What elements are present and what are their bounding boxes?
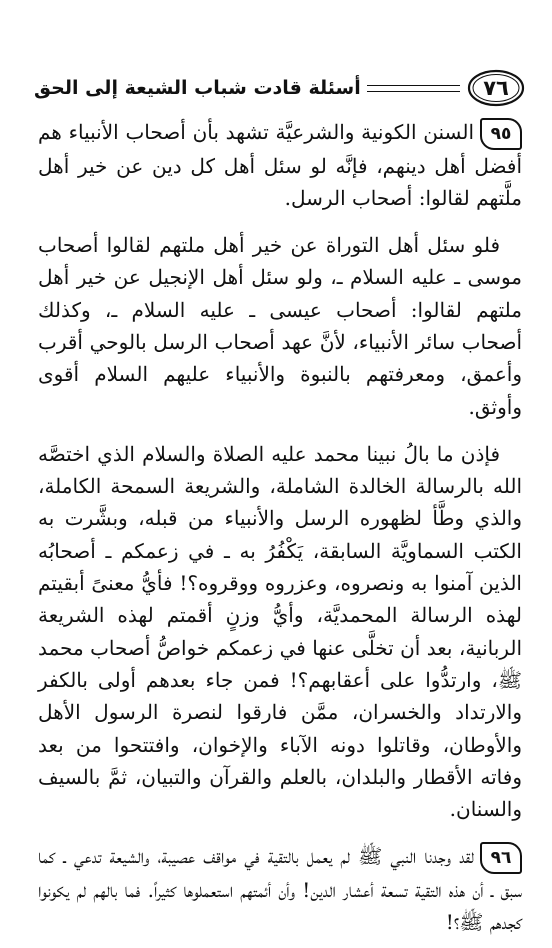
paragraph-text: فلو سئل أهل التوراة عن خير أهل ملتهم لقالوا أصحاب موسى ـ عليه السلام ـ، ولو سئل أهل الإنجيل عن خير أهل ملتهم لقالوا: أصحاب عيسى ـ عليه السلام ـ، وكذلك أصحاب سائر الأنبياء، لأنَّ عهد أصحاب الرسل بالوحي أقرب وأعمق، ومعرفتهم بالنبوة والأنبياء عليهم السلام أقوى وأوثق. (38, 233, 522, 419)
question-number-badge: ٩٥ (480, 118, 522, 150)
running-title: أسئلة قادت شباب الشيعة إلى الحق (34, 77, 361, 99)
question-paragraph (38, 840, 522, 938)
paragraph-text: السنن الكونية والشرعيَّة تشهد بأن أصحاب الأنبياء هم أفضل أهل دينهم، فإنَّه لو سئل أهل كل دين عن خير أهل ملَّتهم لقالوا: أصحاب الرسل. (38, 120, 522, 210)
paragraph-text: فإذن ما بالُ نبينا محمد عليه الصلاة والسلام الذي اختصَّه الله بالرسالة الخالدة الشاملة، والشريعة السمحة الكاملة، والذي وطَّأ لظهوره الرسل والأنبياء من قبله، وبشَّرت به الكتب السماويَّة السابقة، يَكْفُرُ به ـ في زعمكم ـ أصحابُه الذين آمنوا به ونصروه، وعزروه ووقروه؟! فأيُّ معنىً أبقيتم لهذه الرسالة المحمديَّة، وأيُّ وزنٍ أقمتم لهذه الشريعة الربانية، بعد أن تخلَّى عنها في زعمكم خواصُّ أصحاب محمد ﷺ، وارتدُّوا على أعقابهم؟! فمن جاء بعدهم أولى بالكفر والارتداد والخسران، ممَّن فارقوا لنصرة الرسول الأهل والأوطان، وقاتلوا دونه الآباء والإخوان، وافتتحوا من بعد وفاته الأقطار والبلدان، بالعلم والقرآن والتبيان، ثمَّ بالسيف والسنان. (38, 441, 522, 822)
question-number-badge: ٩٦ (480, 842, 522, 874)
page-header (34, 66, 526, 110)
page-number-frame (466, 68, 526, 108)
paragraph (38, 438, 522, 826)
header-rule (367, 85, 460, 92)
paragraph (38, 229, 522, 423)
page-body (38, 116, 522, 939)
question-paragraph (38, 116, 522, 214)
page-number: ٧٦ (483, 76, 509, 100)
paragraph-text: لقد وجدنا النبي ﷺ لم يعمل بالتقية في مواقف عصيبة، والشيعة تدعي ـ كما سبق ـ أن هذه التقية تسعة أعشار الدين! وأن أئمتهم استعملوها كثيراً. فما بالهم لم يكونوا كجدهم ﷺ؟! (38, 844, 522, 935)
